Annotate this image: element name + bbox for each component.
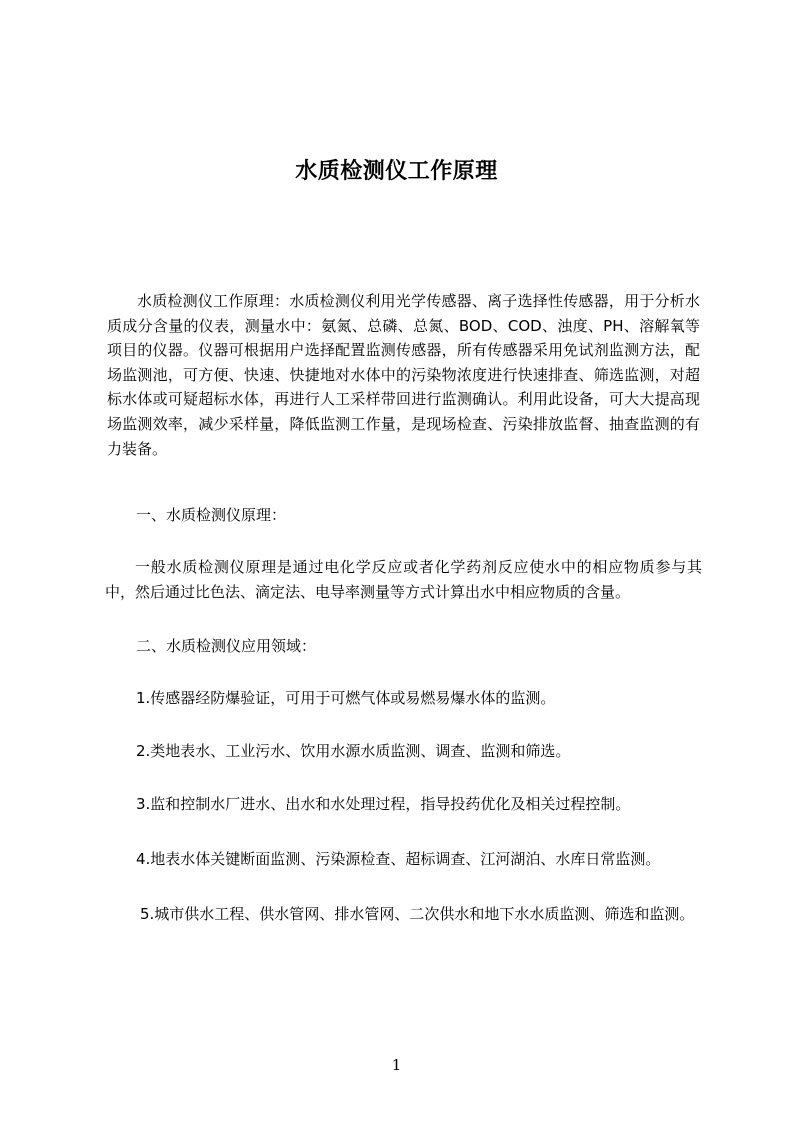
section-2-heading: 二、水质检测仪应用领域： xyxy=(136,637,317,655)
list-item: 5.城市供水工程、供水管网、排水管网、二次供水和地下水水质监测、筛选和监测。 xyxy=(140,905,695,923)
list-item: 1.传感器经防爆验证，可用于可燃气体或易燃易爆水体的监测。 xyxy=(136,689,556,707)
list-item: 2.类地表水、工业污水、饮用水源水质监测、调查、监测和筛选。 xyxy=(136,742,571,760)
list-item: 4.地表水体关键断面监测、污染源检查、超标调查、江河湖泊、水库日常监测。 xyxy=(136,850,661,868)
intro-paragraph: 水质检测仪工作原理：水质检测仪利用光学传感器、离子选择性传感器，用于分析水质成分含量的仪表，测量水中：氨氮、总磷、总氮、BOD、COD、浊度、PH、溶解氧等项目的仪器。仪器可根据用户选择配置监测传感器，所有传感器采用免试剂监测方法，配场监测池，可方便、快速、快捷地对水体中的污染物浓度进行快速排查、筛选监测，对超标水体或可疑超标水体，再进行人工采样带回进行监测确认。利用此设备，可大大提高现场监测效率，减少采样量，降低监测工作量，是现场检查、污染排放监督、抽查监测的有力装备。 xyxy=(107,292,700,458)
section-1-paragraph: 一般水质检测仪原理是通过电化学反应或者化学药剂反应使水中的相应物质参与其中，然后通过比色法、滴定法、电导率测量等方式计算出水中相应物质的含量。 xyxy=(105,558,702,601)
section-1-heading: 一、水质检测仪原理： xyxy=(136,506,287,524)
list-item: 3.监和控制水厂进水、出水和水处理过程，指导投药优化及相关过程控制。 xyxy=(136,795,631,813)
page-title: 水质检测仪工作原理 xyxy=(295,158,498,184)
page-number: 1 xyxy=(391,1056,402,1074)
